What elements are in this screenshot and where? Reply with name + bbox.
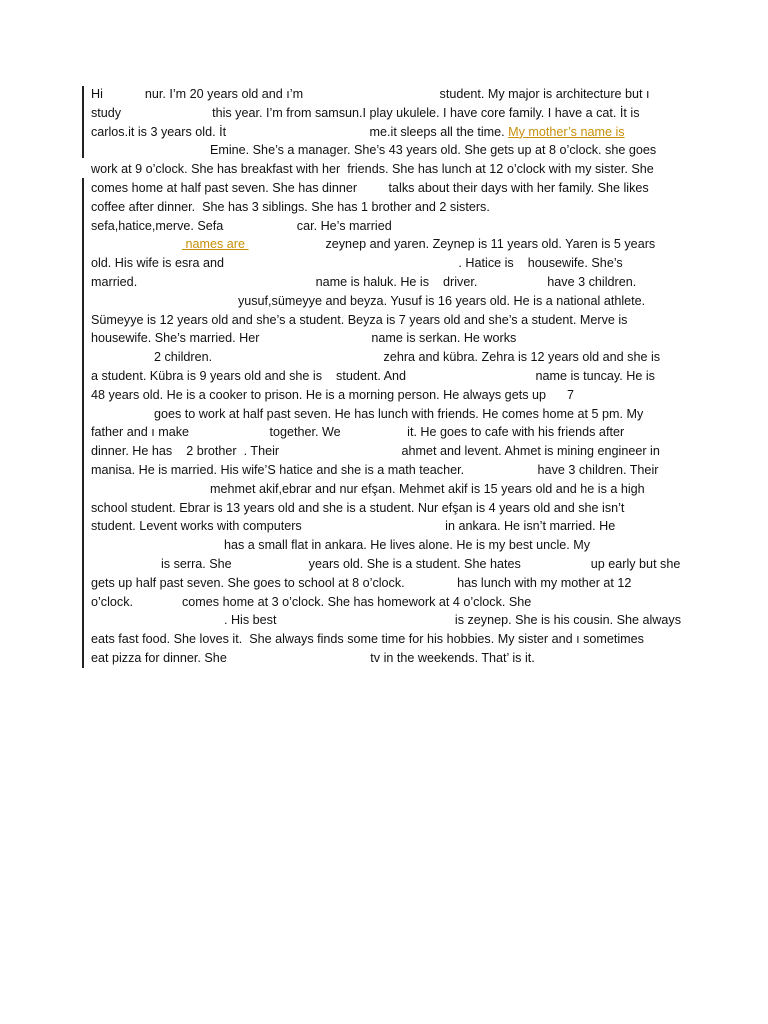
change-bar: [82, 648, 84, 668]
text-line: [91, 141, 656, 159]
tracked-change-text: My mother’s name is: [508, 124, 625, 139]
text-line: [91, 367, 655, 385]
text-line: [91, 348, 660, 366]
line-text: yusuf,sümeyye and beyza. Yusuf is 16 years old. He is a national athlete.: [91, 293, 646, 308]
line-text: o’clock. comes home at 3 o’clock. She has homework at 4 o’clock. She: [91, 594, 532, 609]
text-line: [91, 254, 623, 272]
text-line: [91, 649, 535, 667]
line-text: Sümeyye is 12 years old and she’s a student. Beyza is 7 years old and she’s a student. Merve is: [91, 312, 628, 327]
line-text: has a small flat in ankara. He lives alone. He is my best uncle. My: [91, 538, 591, 553]
change-bar: [82, 178, 84, 658]
line-text: student. Levent works with computers in ankara. He isn’t married. He: [91, 519, 616, 534]
line-text: father and ı make together. We it. He goes to cafe with his friends after: [91, 425, 625, 440]
text-line: [91, 235, 655, 253]
line-text: study this year. I’m from samsun.I play ukulele. I have core family. I have a cat. İt is: [91, 105, 640, 120]
line-text: 48 years old. He is a cooker to prison. He is a morning person. He always gets up 7: [91, 387, 574, 402]
text-line: [91, 517, 615, 535]
line-text: old. His wife is esra and . Hatice is housewife. She’s: [91, 256, 623, 271]
text-line: [91, 160, 654, 178]
line-text: manisa. He is married. His wife’S hatice and she is a math teacher. have 3 children. Their: [91, 463, 659, 477]
line-text: school student. Ebrar is 13 years old and she is a student. Nur efşan is 4 years old and she isn’t: [91, 500, 625, 515]
line-text: . His best is zeynep. She is his cousin. She always: [91, 613, 681, 628]
text-line: [91, 405, 643, 423]
text-line: [91, 386, 574, 404]
line-text: zeynep and yaren. Zeynep is 11 years old. Yaren is 5 years: [248, 237, 656, 252]
line-text: coffee after dinner. She has 3 siblings. She has 1 brother and 2 sisters.: [91, 199, 490, 214]
line-text: dinner. He has 2 brother . Their ahmet and levent. Ahmet is mining engineer in: [91, 444, 660, 459]
line-text: comes home at half past seven. She has dinner talks about their days with her family. She likes: [91, 181, 649, 195]
line-text: gets up half past seven. She goes to school at 8 o’clock. has lunch with my mother at 12: [91, 575, 632, 590]
line-text: Hi nur. I’m 20 years old and ı’m student. My major is architecture but ı: [91, 87, 650, 101]
text-line: [91, 329, 516, 347]
text-line: [91, 311, 627, 329]
text-line: [91, 480, 645, 498]
text-line: [91, 217, 392, 235]
text-line: [91, 555, 680, 573]
line-text: housewife. She’s married. Her name is serkan. He works: [91, 331, 517, 346]
text-line: [91, 179, 649, 197]
line-text: a student. Kübra is 9 years old and she is student. And name is tuncay. He is: [91, 369, 655, 383]
text-line: [91, 574, 631, 592]
text-line: [91, 611, 681, 629]
text-line: [91, 273, 636, 291]
text-line: [91, 593, 531, 611]
line-text: work at 9 o’clock. She has breakfast with her friends. She has lunch at 12 o’clock with my sister. She: [91, 162, 654, 177]
text-line: [91, 461, 658, 479]
text-line: [91, 499, 624, 517]
line-text: is serra. She years old. She is a student. She hates up early but she: [91, 557, 681, 571]
text-line: [91, 630, 644, 648]
text-line: [91, 536, 590, 554]
line-text: mehmet akif,ebrar and nur efşan. Mehmet akif is 15 years old and he is a high: [91, 481, 645, 496]
line-text: married. name is haluk. He is driver. have 3 children.: [91, 275, 637, 289]
line-text: eat pizza for dinner. She tv in the weekends. That’ is it.: [91, 651, 535, 665]
line-text: sefa,hatice,merve. Sefa car. He’s married: [91, 218, 392, 233]
text-line: [91, 442, 660, 460]
text-line: [91, 292, 645, 310]
line-text: goes to work at half past seven. He has lunch with friends. He comes home at 5 pm. My: [91, 406, 644, 421]
line-text: Emine. She’s a manager. She’s 43 years old. She gets up at 8 o’clock. she goes: [91, 143, 657, 158]
change-bar: [82, 86, 84, 158]
line-text: 2 children. zehra and kübra. Zehra is 12 years old and she is: [91, 350, 661, 365]
line-text: carlos.it is 3 years old. İt me.it sleeps all the time.: [91, 124, 509, 139]
text-line: [91, 104, 640, 122]
text-line: [91, 123, 625, 141]
text-line: [91, 198, 490, 216]
text-line: [91, 85, 650, 103]
text-line: [91, 423, 624, 441]
line-text: eats fast food. She loves it. She always finds some time for his hobbies. My sister and ı sometimes: [91, 632, 644, 647]
line-text: [91, 237, 182, 251]
tracked-change-text: names are: [181, 237, 249, 252]
